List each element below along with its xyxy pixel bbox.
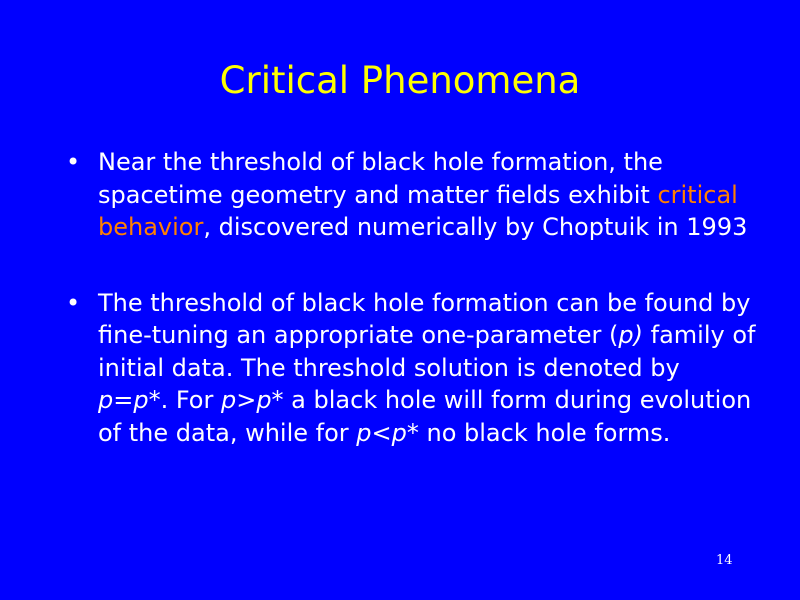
bullet-text-segment: family of initial data. The threshold solution is denoted by <box>98 321 756 382</box>
bullet-item <box>66 287 756 450</box>
bullet-marker: • <box>66 288 81 317</box>
bullet-text-segment: The threshold of black hole formation can be found by fine-tuning an appropriate one-parameter ( <box>98 288 751 349</box>
bullet-marker: • <box>66 148 81 176</box>
bullet-text-segment: Near the threshold of black hole formation, the spacetime geometry and matter fields exhibit <box>98 148 663 209</box>
bullet-text-segment: . For <box>160 386 221 414</box>
bullet-text-segment: , discovered numerically by Choptuik in 1993 <box>203 213 748 241</box>
bullet-item <box>66 146 756 244</box>
bullet-list <box>66 146 756 449</box>
bullet-text-segment: a black hole will form during evolution of the data, while for <box>98 386 752 447</box>
italic-term: p=p* <box>98 386 161 414</box>
bullet-text-segment: no black hole forms. <box>418 418 671 447</box>
italic-term: p>p* <box>220 386 284 414</box>
highlighted-term: critical behavior <box>98 180 738 241</box>
italic-term: p) <box>618 321 643 349</box>
slide-title: Critical Phenomena <box>219 59 581 102</box>
page-number: 14 <box>716 553 733 568</box>
italic-term: p<p* <box>356 418 419 447</box>
